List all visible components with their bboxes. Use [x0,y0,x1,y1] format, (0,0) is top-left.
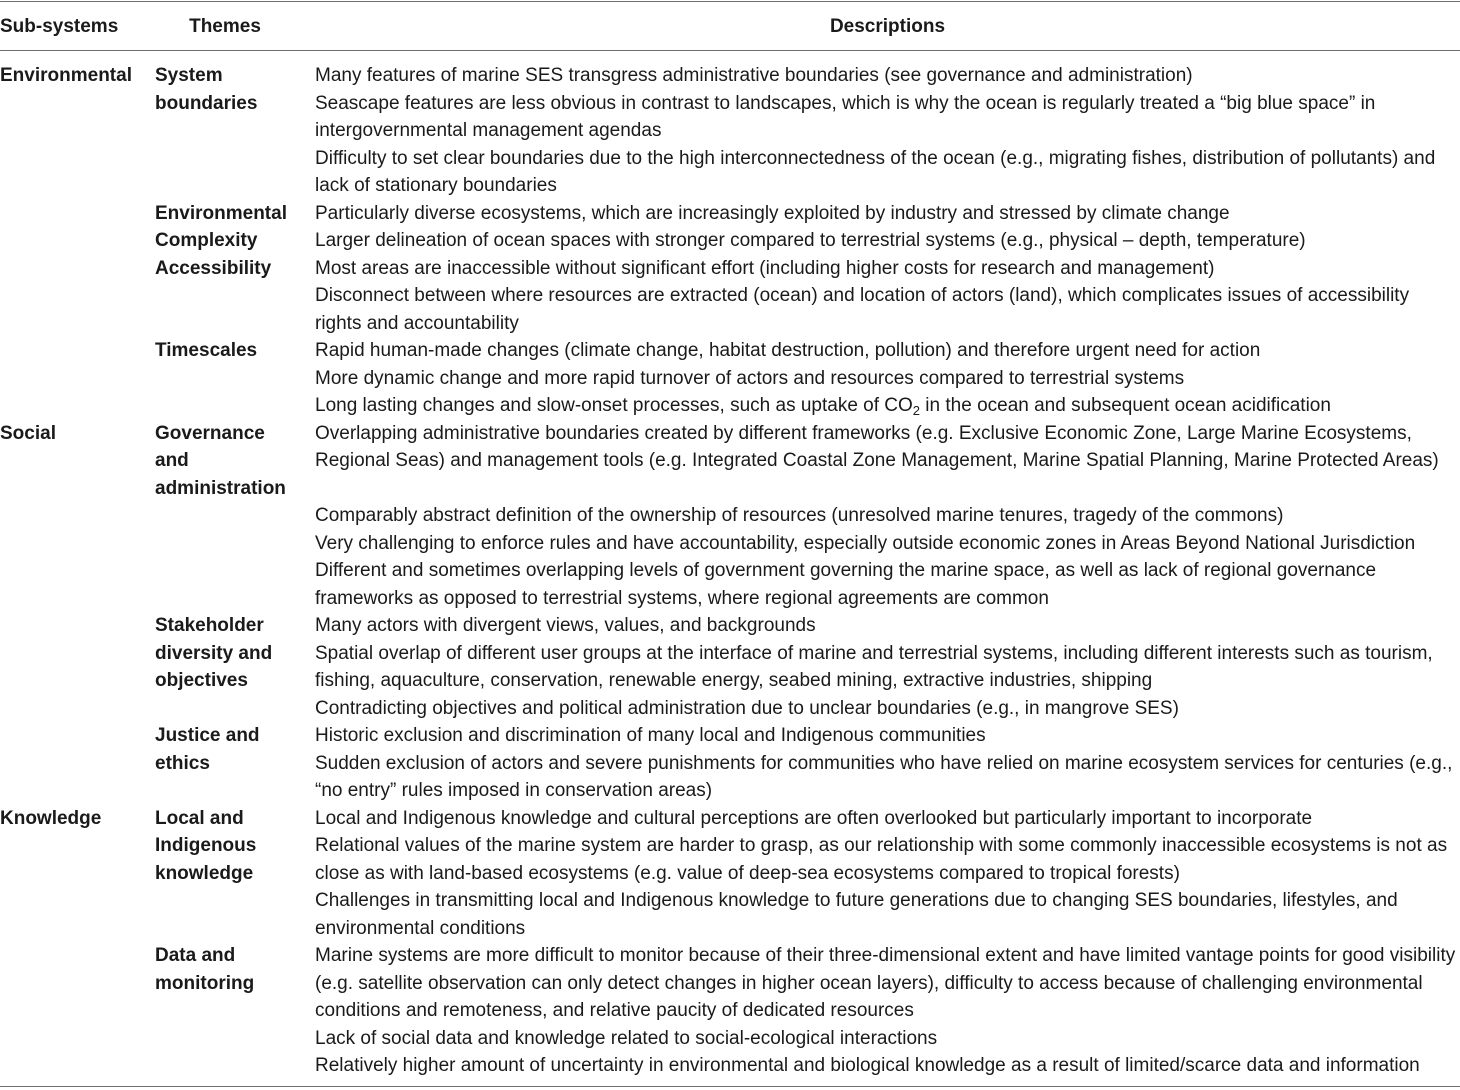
description-row: Challenges in transmitting local and Indigenous knowledge to future generations due to changing SES boundaries, lifestyles, and environmental conditions [315,890,1398,939]
subsystem-environmental: Environmental [0,65,132,86]
subsystem-knowledge: Knowledge [0,807,102,829]
description-row-co2 [315,392,1460,420]
co2-subscript: 2 [912,403,921,418]
table-top-rule [0,1,1460,2]
description-row: Particularly diverse ecosystems, which are increasingly exploited by industry and stressed by climate change [315,202,1230,224]
theme-stakeholder: Stakeholder diversity and objectives [155,615,273,691]
description-row: Lack of social data and knowledge related to social-ecological interactions [315,1027,938,1049]
theme-data-monitoring: Data and monitoring [155,945,255,994]
description-row: Overlapping administrative boundaries created by different frameworks (e.g. Exclusive Economic Zone, Large Marine Ecosystems, Regional Seas) and management tools (e.g. Integrated Coastal Zone Management, Marine Spatial Planning, Marine Protected Areas) [315,422,1439,471]
description-row: Local and Indigenous knowledge and cultural perceptions are often overlooked but particularly important to incorporate [315,807,1313,829]
description-row: More dynamic change and more rapid turnover of actors and resources compared to terrestrial systems [315,367,1185,389]
theme-system-boundaries: System boundaries [155,65,258,114]
theme-environmental-complexity: Environmental Complexity [155,202,287,251]
description-row: Difficulty to set clear boundaries due to the high interconnectedness of the ocean (e.g., migrating fishes, distribution of pollutants) and lack of stationary boundaries [315,147,1436,196]
co2-text-end: in the ocean and subsequent ocean acidification [920,395,1331,416]
header-descriptions: Descriptions [829,16,946,37]
theme-accessibility: Accessibility [155,257,272,279]
description-row: Disconnect between where resources are extracted (ocean) and location of actors (land), which complicates issues of accessibility rights and accountability [315,285,1410,334]
header-rule [0,50,1460,51]
description-row: Most areas are inaccessible without significant effort (including higher costs for research and management) [315,257,1215,279]
co2-text-start: Long lasting changes and slow-onset processes, such as uptake of CO [315,395,913,416]
description-row: Comparably abstract definition of the ownership of resources (unresolved marine tenures, tragedy of the commons) [315,505,1284,526]
theme-local-knowledge: Local and Indigenous knowledge [155,807,257,884]
subsystem-social: Social [0,422,56,444]
theme-justice: Justice and ethics [155,725,260,774]
theme-governance: Governance and administration [155,422,286,499]
description-row: Seascape features are less obvious in contrast to landscapes, which is why the ocean is regularly treated a “big blue space” in intergovernmental management agendas [315,92,1376,141]
description-row: Larger delineation of ocean spaces with stronger compared to terrestrial systems (e.g., physical – depth, temperature) [315,230,1306,251]
header-subsystems: Sub-systems [0,16,119,37]
description-row: Very challenging to enforce rules and have accountability, especially outside economic zones in Areas Beyond National Jurisdiction [315,532,1416,554]
description-row: Different and sometimes overlapping levels of government governing the marine space, as well as lack of regional governance frameworks as opposed to terrestrial systems, where regional agreements are common [315,560,1377,609]
description-row: Relational values of the marine system are harder to grasp, as our relationship with some commonly inaccessible ecosystems is not as close as with land-based ecosystems (e.g. value of deep-sea ecosystems compared to tropical forests) [315,835,1448,884]
table-bottom-rule [0,1086,1460,1087]
description-row: Historic exclusion and discrimination of many local and Indigenous communities [315,725,986,746]
description-row: Marine systems are more difficult to monitor because of their three-dimensional extent and have limited vantage points for good visibility (e.g. satellite observation can only detect changes in higher ocean layers), difficulty to access because of challenging environmental conditions and remoteness, and relative paucity of dedicated resources [315,945,1456,1021]
header-themes: Themes [189,16,261,37]
description-row: Relatively higher amount of uncertainty in environmental and biological knowledge as a result of limited/scarce data and information [315,1055,1420,1076]
description-row: Many features of marine SES transgress administrative boundaries (see governance and administration) [315,65,1193,86]
description-row: Spatial overlap of different user groups at the interface of marine and terrestrial systems, including different interests such as tourism, fishing, aquaculture, conservation, renewable energy, seabed mining, extractive industries, shipping [315,642,1433,691]
theme-timescales: Timescales [155,340,258,361]
description-row: Rapid human-made changes (climate change, habitat destruction, pollution) and therefore urgent need for action [315,340,1261,361]
description-row: Contradicting objectives and political administration due to unclear boundaries (e.g., in mangrove SES) [315,697,1179,719]
description-row: Sudden exclusion of actors and severe punishments for communities who have relied on marine ecosystem services for centuries (e.g., “no entry” rules imposed in conservation areas) [315,752,1453,801]
description-row: Many actors with divergent views, values, and backgrounds [315,615,816,636]
